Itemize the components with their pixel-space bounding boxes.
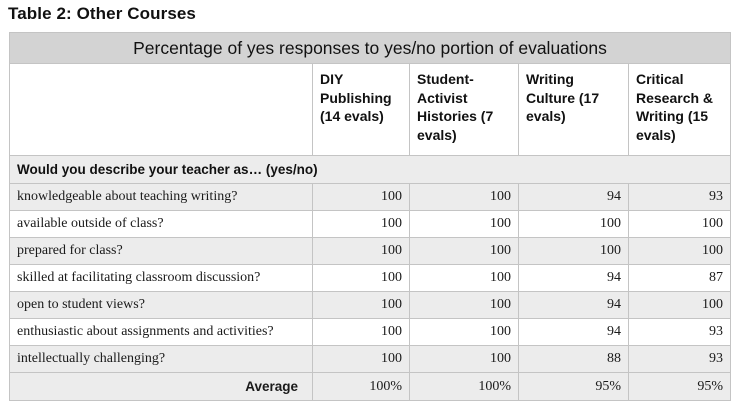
row-label: skilled at facilitating classroom discussion? [10,265,313,292]
table-row [10,319,731,346]
table-cell: 100 [629,292,731,319]
average-row [10,373,731,401]
table-cell: 100 [313,346,410,373]
table-cell: 100 [629,211,731,238]
table-cell: 94 [519,319,629,346]
average-cell: 100% [410,373,519,401]
section-label: Would you describe your teacher as… (yes/no) [10,156,731,184]
table-cell: 100 [313,292,410,319]
average-cell: 100% [313,373,410,401]
table-cell: 93 [629,319,731,346]
table-cell: 100 [519,211,629,238]
table-title-row [10,33,731,64]
table-cell: 100 [313,238,410,265]
row-label: enthusiastic about assignments and activities? [10,319,313,346]
table-cell: 100 [629,238,731,265]
average-label: Average [10,373,313,401]
row-label: intellectually challenging? [10,346,313,373]
table-cell: 94 [519,265,629,292]
table-cell: 100 [410,319,519,346]
column-header-writing-culture: Writing Culture (17 evals) [519,64,629,156]
section-row [10,156,731,184]
table-cell: 100 [410,238,519,265]
table-cell: 88 [519,346,629,373]
table-cell: 100 [410,346,519,373]
table-row [10,346,731,373]
table-cell: 100 [313,319,410,346]
table-cell: 100 [313,265,410,292]
row-label: open to student views? [10,292,313,319]
column-header-critical-research-writing: Critical Research & Writing (15 evals) [629,64,731,156]
table-cell: 87 [629,265,731,292]
row-label: prepared for class? [10,238,313,265]
column-header-diy-publishing: DIY Publishing (14 evals) [313,64,410,156]
table-cell: 100 [410,211,519,238]
row-label: available outside of class? [10,211,313,238]
table-cell: 93 [629,346,731,373]
table-caption: Table 2: Other Courses [8,4,196,23]
column-header-student-activist-histories: Student-Activist Histories (7 evals) [410,64,519,156]
table-cell: 100 [410,184,519,211]
table-row [10,292,731,319]
table-row [10,238,731,265]
average-cell: 95% [629,373,731,401]
evaluation-table [9,32,731,401]
column-header-blank [10,64,313,156]
table-row [10,265,731,292]
table-title: Percentage of yes responses to yes/no portion of evaluations [10,33,731,64]
table-cell: 100 [410,292,519,319]
table-cell: 94 [519,184,629,211]
table-cell: 93 [629,184,731,211]
row-label: knowledgeable about teaching writing? [10,184,313,211]
average-cell: 95% [519,373,629,401]
table-cell: 100 [313,211,410,238]
table-cell: 100 [313,184,410,211]
table-cell: 100 [410,265,519,292]
column-header-row [10,64,731,156]
table-cell: 94 [519,292,629,319]
table-cell: 100 [519,238,629,265]
table-row [10,211,731,238]
table-row [10,184,731,211]
